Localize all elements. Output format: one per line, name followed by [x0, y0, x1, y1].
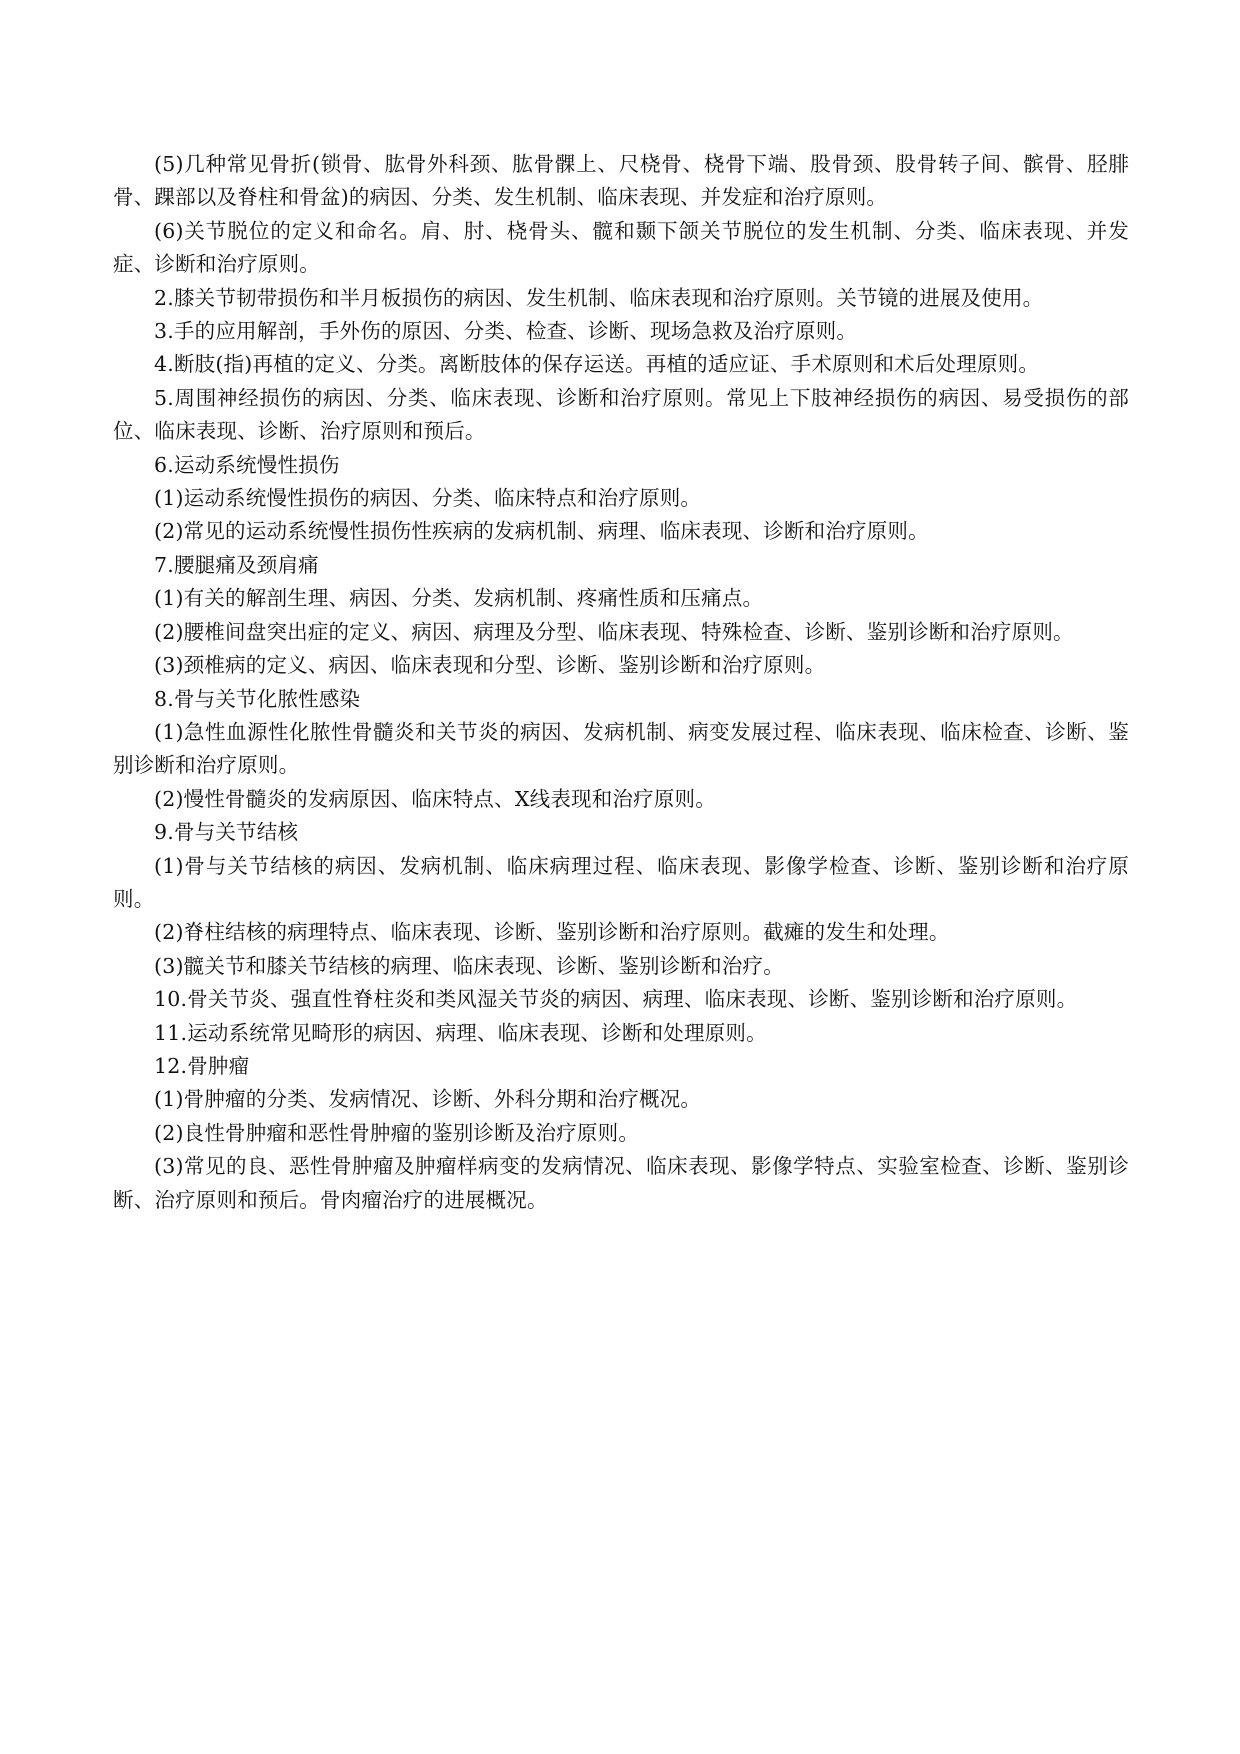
paragraph-lumbar-disc: (2)腰椎间盘突出症的定义、病因、病理及分型、临床表现、特殊检查、诊断、鉴别诊断和治疗原则。 [154, 619, 1074, 644]
paragraph-back-pain-1: (1)有关的解剖生理、病因、分类、发病机制、疼痛性质和压痛点。 [154, 586, 764, 611]
heading-suppurative-infection: 8.骨与关节化脓性感染 [154, 686, 361, 711]
paragraph-bone-tumor-3: (3)常见的良、恶性骨肿瘤及肿瘤样病变的发病情况、临床表现、影像学特点、实验室检查、诊断、鉴别诊断、治疗原则和预后。骨肉瘤治疗的进展概况。 [113, 1154, 1129, 1212]
paragraph-bone-tumor-2: (2)良性骨肿瘤和恶性骨肿瘤的鉴别诊断及治疗原则。 [154, 1120, 640, 1145]
paragraph-spinal-tuberculosis: (2)脊柱结核的病理特点、临床表现、诊断、鉴别诊断和治疗原则。截瘫的发生和处理。 [154, 920, 950, 945]
paragraph-joint-dislocation: (6)关节脱位的定义和命名。肩、肘、桡骨头、髋和颞下颌关节脱位的发生机制、分类、临床表现、并发症、诊断和治疗原则。 [113, 218, 1129, 277]
paragraph-bone-tumor-1: (1)骨肿瘤的分类、发病情况、诊断、外科分期和治疗概况。 [154, 1087, 702, 1112]
paragraph-limb-replantation: 4.断肢(指)再植的定义、分类。离断肢体的保存运送。再植的适应证、手术原则和术后处理原则。 [154, 352, 1040, 377]
heading-bone-tumor: 12.骨肿瘤 [154, 1053, 250, 1078]
paragraph-peripheral-nerve: 5.周围神经损伤的病因、分类、临床表现、诊断和治疗原则。常见上下肢神经损伤的病因、易受损伤的部位、临床表现、诊断、治疗原则和预后。 [113, 385, 1129, 444]
heading-tuberculosis: 9.骨与关节结核 [154, 820, 299, 845]
paragraph-knee-injury: 2.膝关节韧带损伤和半月板损伤的病因、发生机制、临床表现和治疗原则。关节镜的进展及使用。 [154, 285, 1044, 310]
paragraph-chronic-injury-1: (1)运动系统慢性损伤的病因、分类、临床特点和治疗原则。 [154, 486, 702, 511]
paragraph-acute-osteomyelitis: (1)急性血源性化脓性骨髓炎和关节炎的病因、发病机制、病变发展过程、临床表现、临床检查、诊断、鉴别诊断和治疗原则。 [113, 719, 1129, 778]
document-body [113, 148, 1129, 1217]
paragraph-tuberculosis-1: (1)骨与关节结核的病因、发病机制、临床病理过程、临床表现、影像学检查、诊断、鉴别诊断和治疗原则。 [113, 853, 1129, 911]
heading-chronic-injury: 6.运动系统慢性损伤 [154, 452, 340, 477]
paragraph-chronic-osteomyelitis: (2)慢性骨髓炎的发病原因、临床特点、X线表现和治疗原则。 [154, 786, 716, 811]
heading-back-neck-pain: 7.腰腿痛及颈肩痛 [154, 552, 319, 577]
paragraph-deformity: 11.运动系统常见畸形的病因、病理、临床表现、诊断和处理原则。 [154, 1020, 767, 1045]
paragraph-hand-injury: 3.手的应用解剖，手外伤的原因、分类、检查、诊断、现场急救及治疗原则。 [154, 319, 858, 344]
paragraph-fracture-types: (5)几种常见骨折(锁骨、肱骨外科颈、肱骨髁上、尺桡骨、桡骨下端、股骨颈、股骨转子间、髌骨、胫腓骨、踝部以及脊柱和骨盆)的病因、分类、发生机制、临床表现、并发症和治疗原则。 [113, 152, 1129, 210]
paragraph-chronic-injury-2: (2)常见的运动系统慢性损伤性疾病的发病机制、病理、临床表现、诊断和治疗原则。 [154, 519, 929, 544]
paragraph-arthritis: 10.骨关节炎、强直性脊柱炎和类风湿关节炎的病因、病理、临床表现、诊断、鉴别诊断和治疗原则。 [154, 987, 1078, 1012]
paragraph-cervical-spondylosis: (3)颈椎病的定义、病因、临床表现和分型、诊断、鉴别诊断和治疗原则。 [154, 653, 826, 678]
paragraph-hip-knee-tuberculosis: (3)髋关节和膝关节结核的病理、临床表现、诊断、鉴别诊断和治疗。 [154, 953, 784, 978]
